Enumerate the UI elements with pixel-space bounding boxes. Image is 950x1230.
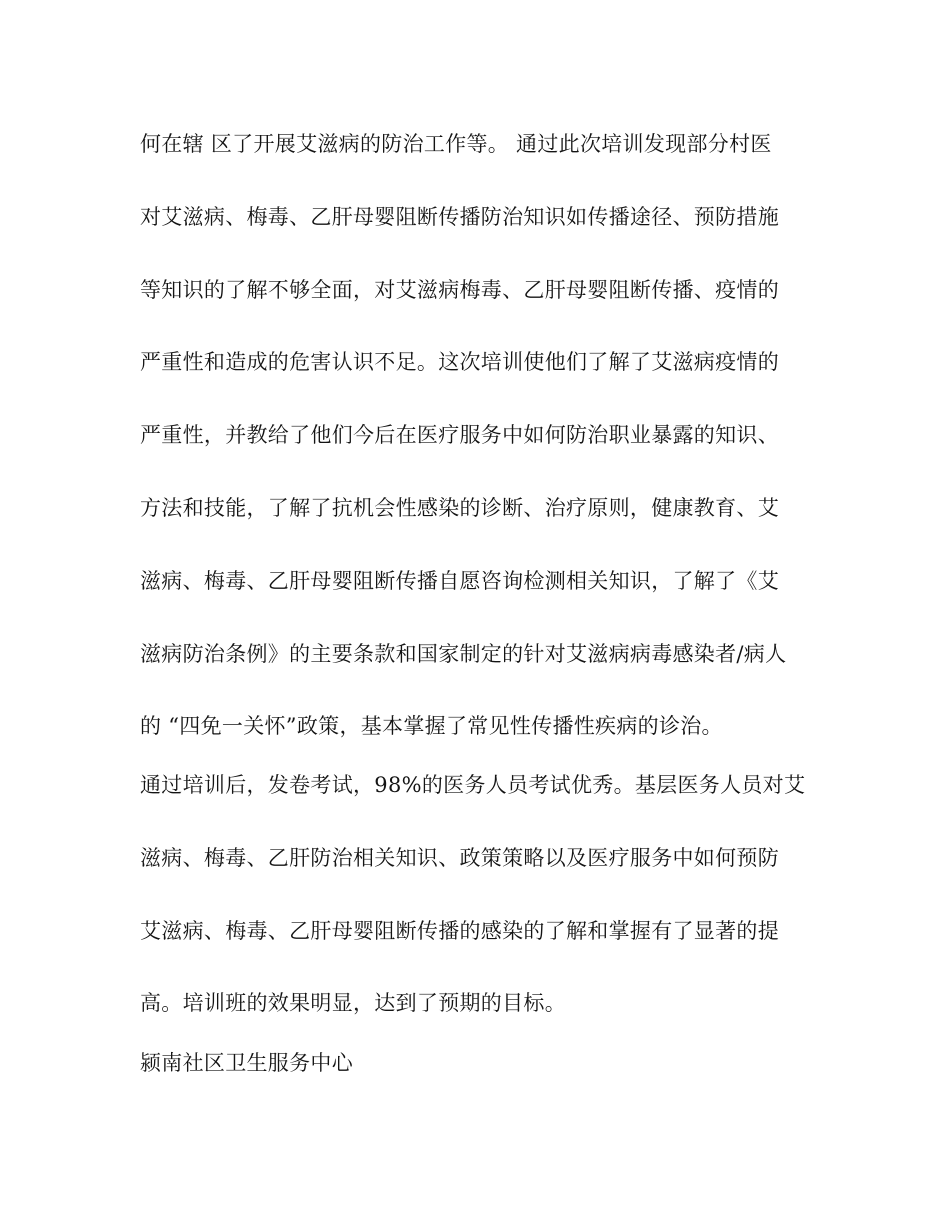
paragraph-line-11: 滋病、梅毒、乙肝防治相关知识、政策策略以及医疗服务中如何预防	[140, 846, 779, 870]
signature-organization: 颍南社区卫生服务中心	[140, 1051, 353, 1075]
paragraph-line-2: 对艾滋病、梅毒、乙肝母婴阻断传播防治知识如传播途径、预防措施	[140, 205, 779, 229]
paragraph-line-1: 何在辖 区了开展艾滋病的防治工作等。 通过此次培训发现部分村医	[140, 132, 772, 156]
paragraph-line-3: 等知识的了解不够全面，对艾滋病梅毒、乙肝母婴阻断传播、疫情的	[140, 278, 779, 302]
paragraph-line-10: 通过培训后，发卷考试，98%的医务人员考试优秀。基层医务人员对艾	[140, 773, 806, 797]
paragraph-line-6: 方法和技能，了解了抗机会性感染的诊断、治疗原则，健康教育、艾	[140, 496, 779, 520]
paragraph-line-4: 严重性和造成的危害认识不足。这次培训使他们了解了艾滋病疫情的	[140, 350, 779, 374]
paragraph-line-5: 严重性，并教给了他们今后在医疗服务中如何防治职业暴露的知识、	[140, 423, 779, 447]
paragraph-line-7: 滋病、梅毒、乙肝母婴阻断传播自愿咨询检测相关知识，了解了《艾	[140, 569, 779, 593]
paragraph-line-8: 滋病防治条例》的主要条款和国家制定的针对艾滋病病毒感染者/病人	[140, 642, 787, 666]
paragraph-line-12: 艾滋病、梅毒、乙肝母婴阻断传播的感染的了解和掌握有了显著的提	[140, 919, 779, 943]
paragraph-line-13: 高。培训班的效果明显，达到了预期的目标。	[140, 991, 566, 1015]
paragraph-line-9: 的 “四免一关怀”政策，基本掌握了常见性传播性疾病的诊治。	[140, 714, 723, 738]
